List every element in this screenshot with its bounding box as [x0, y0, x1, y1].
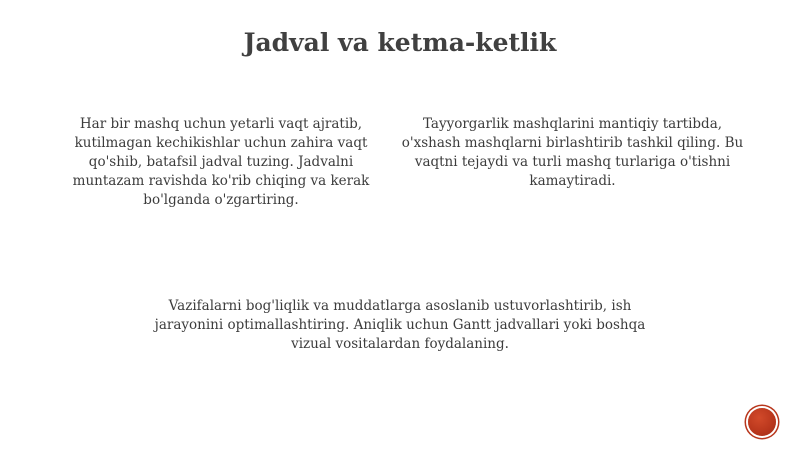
right-text-block: Tayyorgarlik mashqlarini mantiqiy tartibda, o'xshash mashqlarni birlashtirib tashkil qiling. Bu vaqtni tejaydi va turli mashq turlariga o'tishni kamaytiradi.	[401, 116, 744, 189]
bottom-text-block: Vazifalarni bog'liqlik va muddatlarga asoslanib ustuvorlashtirib, ish jarayonini optimallashtiring. Aniqlik uchun Gantt jadvallari yoki boshqa vizual vositalardan foydalaning.	[154, 298, 646, 352]
slide-title: Jadval va ketma-ketlik	[243, 28, 557, 57]
left-text-block: Har bir mashq uchun yetarli vaqt ajratib, kutilmagan kechikishlar uchun zahira vaqt qo'shib, batafsil jadval tuzing. Jadvalni muntazam ravishda ko'rib chiqing va kerak bo'lganda o'zgartiring.	[72, 116, 370, 208]
next-slide-circle-icon[interactable]	[748, 408, 776, 436]
